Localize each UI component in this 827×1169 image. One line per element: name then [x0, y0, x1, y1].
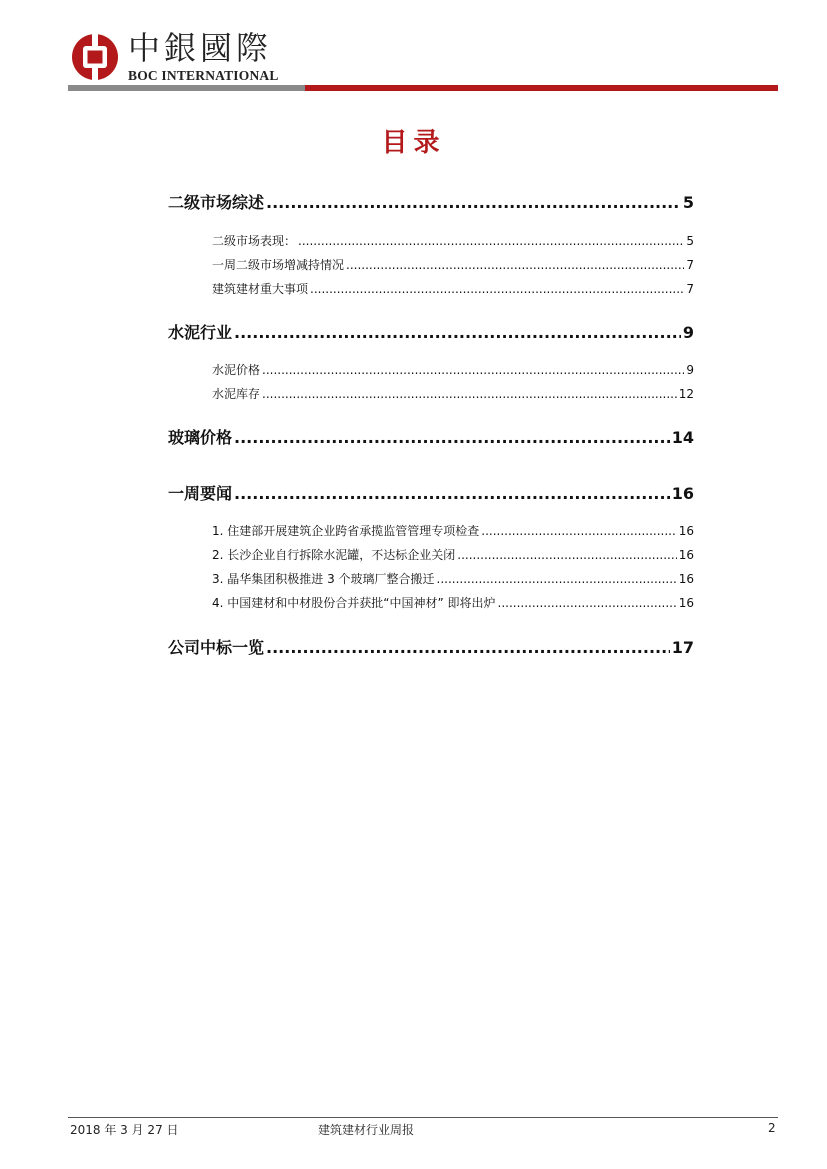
logo-english-name: BOC INTERNATIONAL [128, 68, 279, 83]
footer-date: 2018 年 3 月 27 日 [70, 1123, 179, 1137]
toc-entry-page: 16 [678, 572, 694, 586]
toc-entry-page: 16 [671, 484, 694, 503]
toc-title: 目录 [381, 128, 446, 158]
footer-report-title: 建筑建材行业周报 [318, 1123, 415, 1137]
toc-entry[interactable] [212, 522, 694, 539]
toc-entry[interactable] [212, 232, 694, 249]
toc-entry[interactable] [212, 570, 694, 587]
toc-entry-page: 16 [678, 524, 694, 538]
toc-entry[interactable] [212, 280, 694, 297]
toc-entry-page: 9 [686, 363, 694, 377]
toc-entry-page: 9 [682, 323, 694, 342]
header-bar-grey [68, 85, 305, 91]
toc-entry[interactable] [168, 481, 694, 504]
toc-entry[interactable] [168, 320, 694, 343]
toc-entry-page: 17 [671, 638, 694, 657]
logo-chinese-name: 中銀國際 [128, 29, 273, 67]
toc-entry[interactable] [168, 635, 694, 658]
toc-leader-dots [266, 193, 681, 212]
toc-entry-page: 5 [682, 193, 694, 212]
toc-leader-dots [234, 484, 670, 503]
toc-entry-label: 玻璃价格 [168, 428, 233, 447]
toc-leader-dots [262, 387, 677, 401]
toc-leader-dots [346, 258, 684, 272]
toc-entry-page: 7 [686, 258, 694, 272]
toc-entry[interactable] [212, 256, 694, 273]
toc-entry-label: 二级市场表现： [212, 234, 297, 248]
toc-leader-dots [266, 638, 670, 657]
toc-entry-page: 5 [686, 234, 694, 248]
toc-entry-label: 公司中标一览 [168, 638, 265, 657]
toc-entry-label: 3. 晶华集团积极推进 3 个玻璃厂整合搬迁 [212, 572, 435, 586]
toc-entry[interactable] [168, 425, 694, 448]
toc-entry-page: 7 [686, 282, 694, 296]
page-header [68, 26, 778, 96]
toc-entry-label: 水泥价格 [212, 363, 261, 377]
toc-entry-label: 一周要闻 [168, 484, 233, 503]
toc-leader-dots [234, 428, 670, 447]
footer-divider [68, 1117, 778, 1118]
toc-entry-label: 二级市场综述 [168, 193, 265, 212]
toc-entry[interactable] [212, 594, 694, 611]
toc-entry-page: 16 [678, 548, 694, 562]
toc-entry-label: 4. 中国建材和中材股份合并获批“中国神材” 即将出炉 [212, 596, 496, 610]
toc-leader-dots [262, 363, 684, 377]
toc-leader-dots [498, 596, 677, 610]
toc-leader-dots [437, 572, 677, 586]
toc-entry-label: 水泥行业 [168, 323, 233, 342]
toc-entry-page: 16 [678, 596, 694, 610]
toc-entry-label: 一周二级市场增减持情况 [212, 258, 345, 272]
toc-leader-dots [310, 282, 684, 296]
toc-leader-dots [457, 548, 676, 562]
header-bar-red [305, 85, 778, 91]
toc-entry[interactable] [212, 385, 694, 402]
toc-entry[interactable] [168, 190, 694, 213]
toc-entry-label: 建筑建材重大事项 [212, 282, 309, 296]
toc-entry-page: 12 [678, 387, 694, 401]
toc-entry-label: 2. 长沙企业自行拆除水泥罐，不达标企业关闭 [212, 548, 456, 562]
toc-entry-label: 水泥库存 [212, 387, 261, 401]
toc-leader-dots [481, 524, 676, 538]
toc-entry[interactable] [212, 546, 694, 563]
boc-logo-icon [70, 32, 120, 82]
toc-entry-label: 1. 住建部开展建筑企业跨省承揽监管管理专项检查 [212, 524, 480, 538]
footer-page-number: 2 [768, 1121, 776, 1135]
toc-leader-dots [298, 234, 684, 248]
toc-entry-page: 14 [671, 428, 694, 447]
toc-leader-dots [234, 323, 681, 342]
toc-entry[interactable] [212, 361, 694, 378]
